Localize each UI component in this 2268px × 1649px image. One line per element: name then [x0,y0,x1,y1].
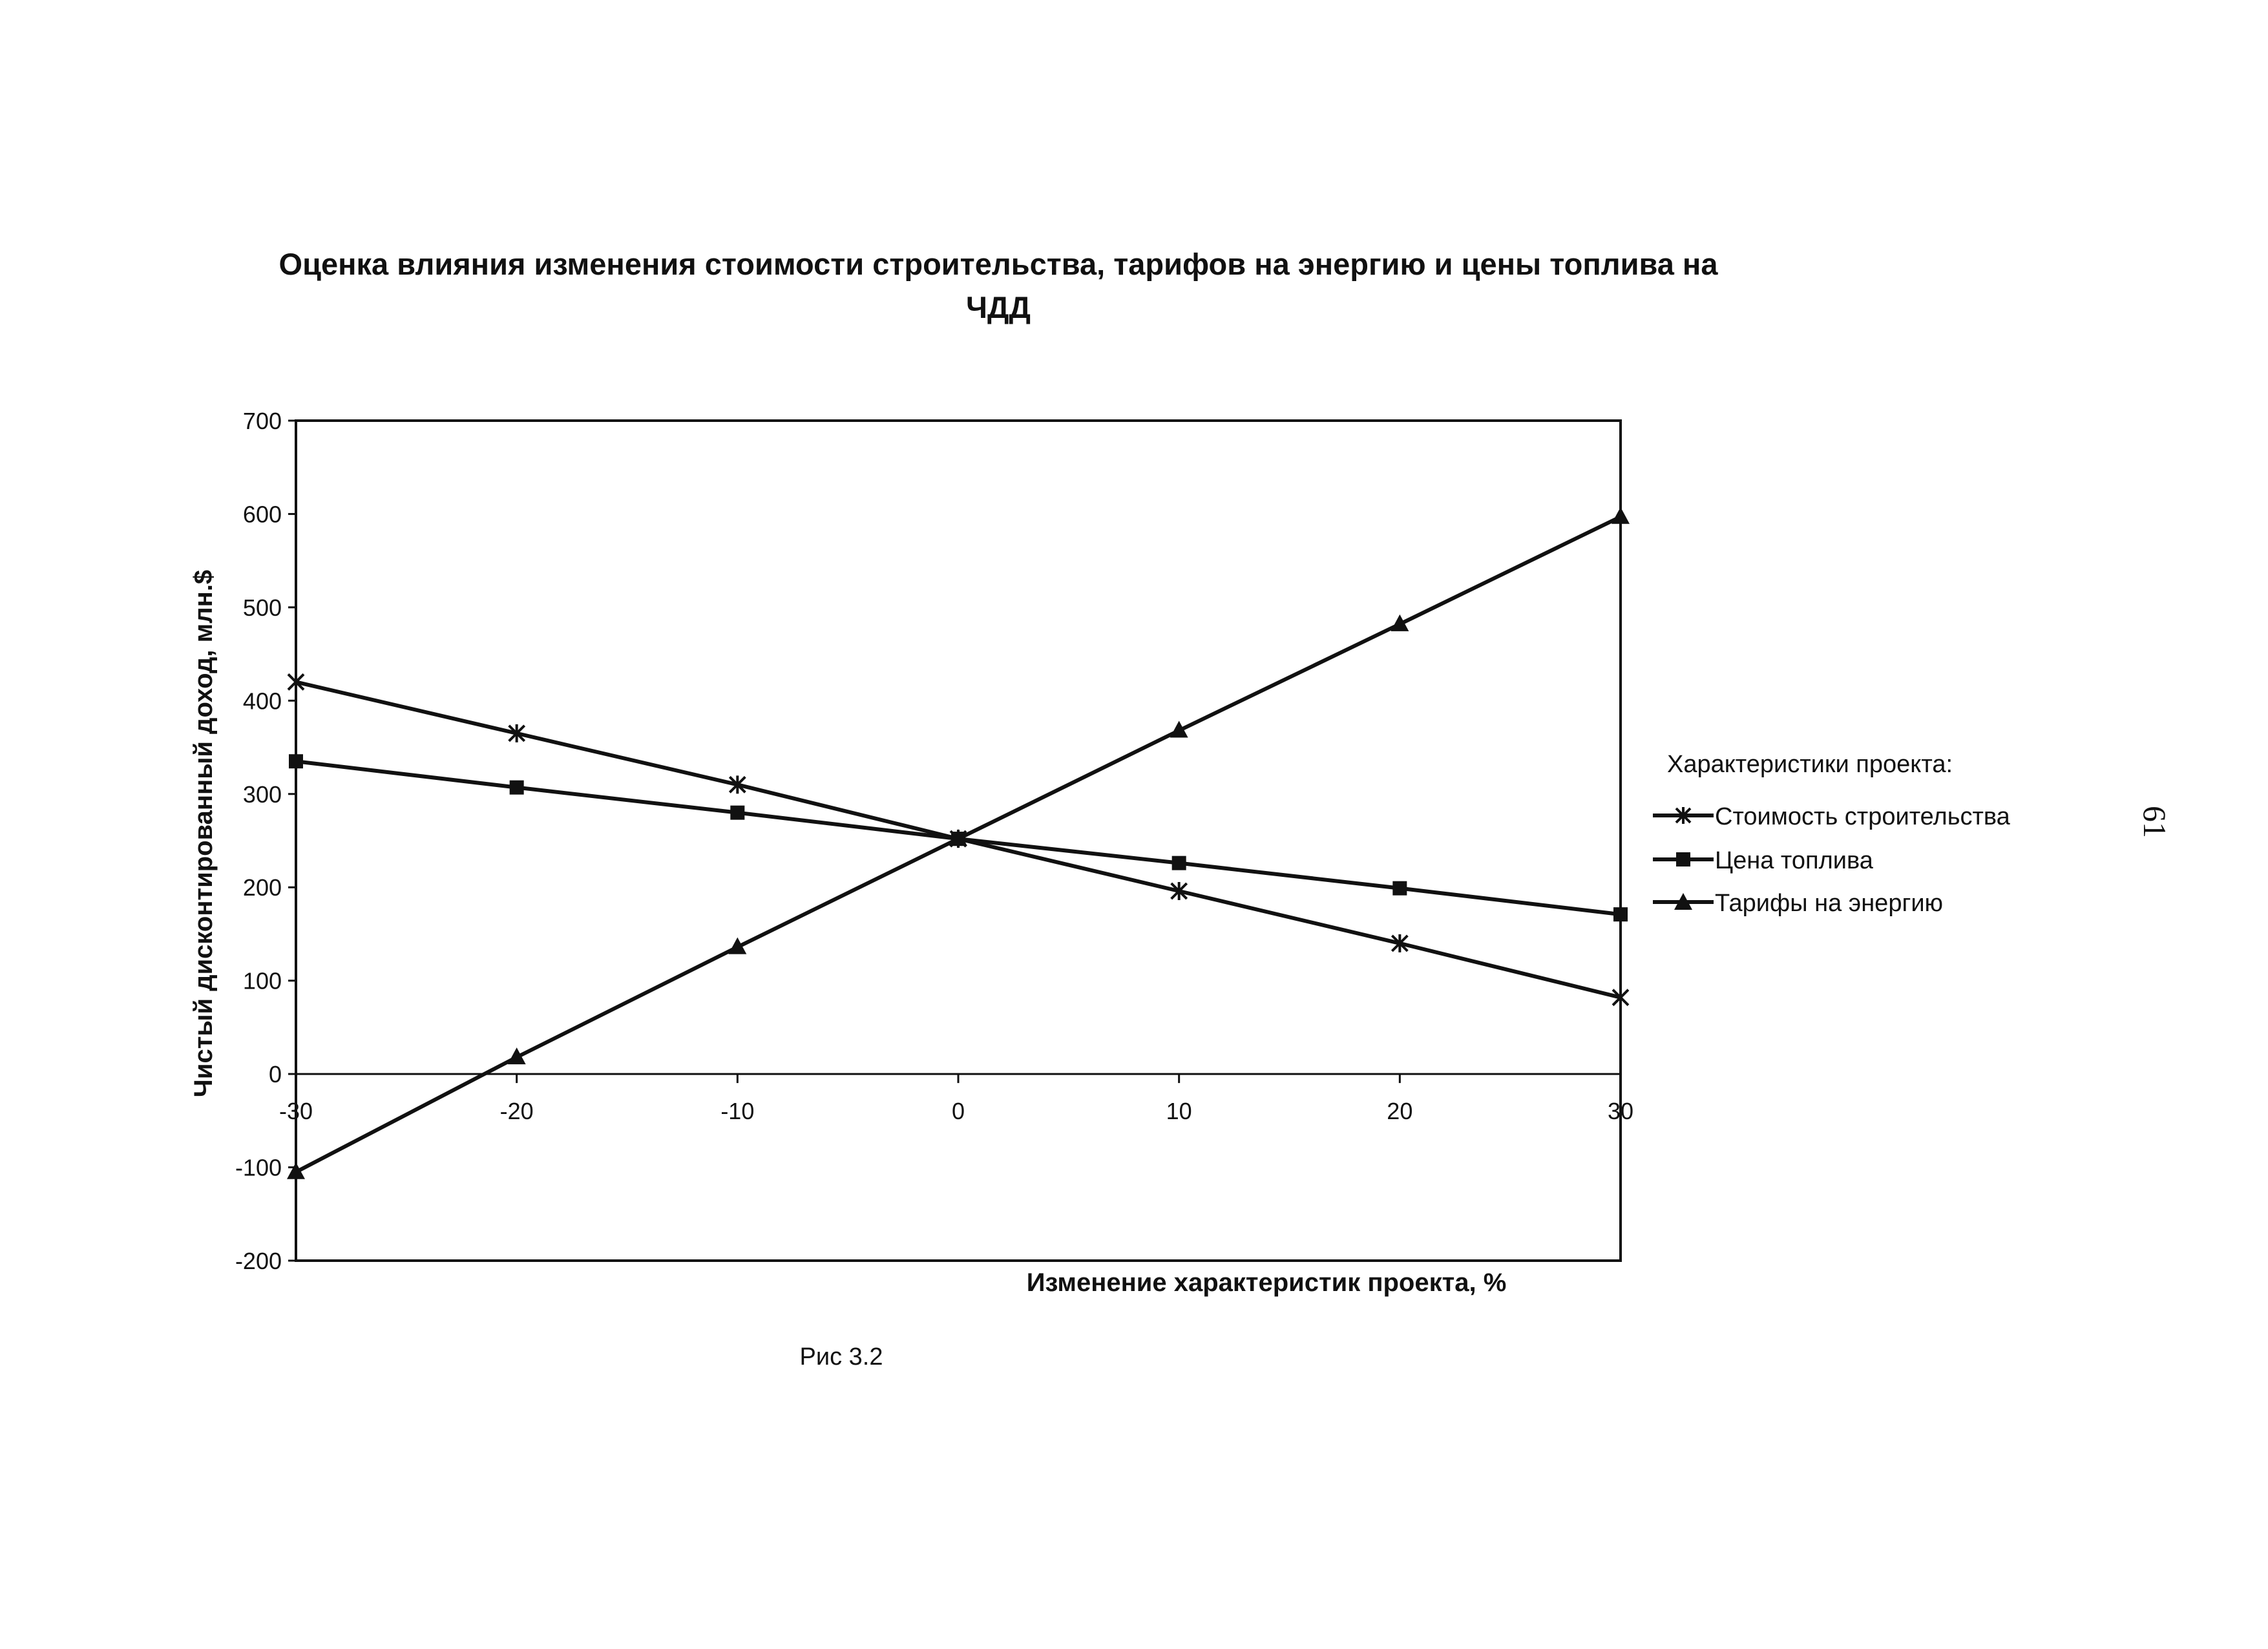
legend [1653,751,2011,917]
y-tick-label: 300 [242,781,282,808]
data-point-square [510,781,524,795]
data-point-square [289,754,303,768]
y-tick-label: 700 [242,408,282,434]
legend-label-fuel-price: Цена топлива [1715,847,1873,874]
legend-label-energy-tariffs: Тарифы на энергию [1715,890,1944,917]
y-tick-label: -100 [235,1154,282,1181]
x-tick-label: -20 [499,1098,534,1125]
y-tick-label: 500 [242,594,282,621]
legend-item-construction-cost [1653,803,2011,830]
x-tick-label: 0 [951,1098,965,1125]
data-point-square [1613,907,1628,921]
legend-title: Характеристики проекта: [1667,751,1953,778]
data-point-square [1392,881,1407,896]
y-tick-label: 0 [268,1061,282,1088]
x-axis-ticks [279,1074,1633,1124]
legend-item-energy-tariffs [1653,890,1943,917]
y-axis-label: Чистый дисконтированный доход, млн.$ [189,569,218,1098]
x-axis-label: Изменение характеристик проекта, % [1026,1268,1507,1297]
x-tick-label: 30 [1607,1098,1634,1125]
legend-item-fuel-price [1653,847,1874,874]
y-tick-label: -200 [235,1248,282,1274]
x-tick-label: -10 [720,1098,755,1125]
chart-title-line-1: Оценка влияния изменения стоимости строительства, тарифов на энергию и цены топлива на [278,247,1718,281]
chart-title-line-2: ЧДД [966,290,1031,324]
x-tick-label: -30 [278,1098,313,1125]
y-tick-label: 400 [242,688,282,715]
page-number: 61 [2137,806,2173,838]
x-tick-label: 20 [1387,1098,1413,1125]
y-axis-ticks [235,408,1621,1274]
x-tick-label: 10 [1166,1098,1192,1125]
y-tick-label: 600 [242,501,282,528]
legend-square-marker [1676,852,1690,867]
data-point-square [1172,856,1186,870]
data-point-triangle [1612,507,1630,524]
y-tick-label: 100 [242,967,282,994]
figure-caption: Рис 3.2 [799,1343,883,1371]
legend-label-construction-cost: Стоимость строительства [1715,803,2010,830]
data-point-square [730,806,744,820]
y-tick-label: 200 [242,874,282,901]
